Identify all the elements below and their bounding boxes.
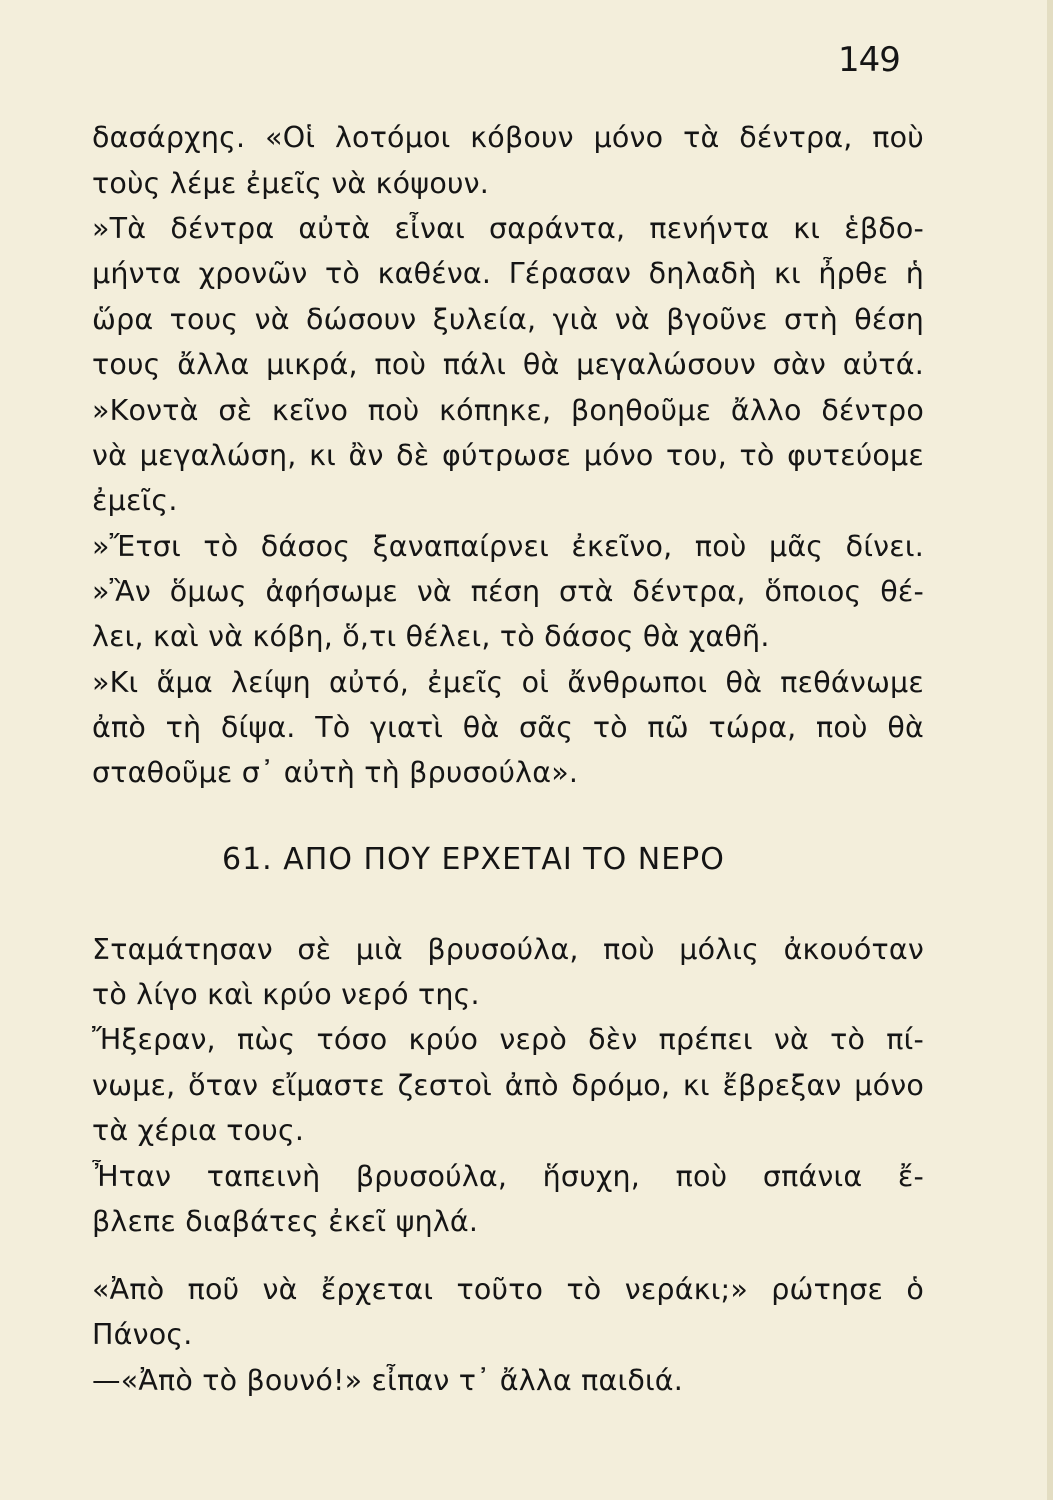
text-line: νὰ μεγαλώση, κι ἂν δὲ φύτρωσε μόνο του, τὸ φυτεύομε (92, 439, 924, 472)
text-line: »Κοντὰ σὲ κεῖνο ποὺ κόπηκε, βοηθοῦμε ἄλλο δέντρο (92, 394, 924, 427)
text-line: «Ἀπὸ ποῦ νὰ ἔρχεται τοῦτο τὸ νεράκι;» ρώτησε ὁ (92, 1273, 924, 1306)
text-line: σταθοῦμε σ᾿ αὐτὴ τὴ βρυσούλα». (92, 756, 579, 789)
text-line: τὸ λίγο καὶ κρύο νερό της. (92, 978, 480, 1011)
text-line: μήντα χρονῶν τὸ καθένα. Γέρασαν δηλαδὴ κι ἦρθε ἡ (92, 257, 924, 290)
text-line: τοὺς λέμε ἐμεῖς νὰ κόψουν. (92, 167, 490, 200)
text-line: »Τὰ δέντρα αὐτὰ εἶναι σαράντα, πενήντα κι ἑβδο- (92, 212, 924, 245)
text-line: λει, καὶ νὰ κόβη, ὅ,τι θέλει, τὸ δάσος θὰ χαθῆ. (92, 620, 770, 653)
page-number: 149 (838, 40, 900, 80)
text-line: ἐμεῖς. (92, 484, 178, 517)
text-line: Ἤξεραν, πὼς τόσο κρύο νερὸ δὲν πρέπει νὰ τὸ πί- (92, 1023, 924, 1056)
text-line: »Ἔτσι τὸ δάσος ξαναπαίρνει ἐκεῖνο, ποὺ μᾶς δίνει. (92, 530, 924, 563)
text-line: Σταμάτησαν σὲ μιὰ βρυσούλα, ποὺ μόλις ἀκουόταν (92, 933, 924, 966)
text-line: τὰ χέρια τους. (92, 1114, 305, 1147)
text-line: νωμε, ὅταν εἴμαστε ζεστοὶ ἀπὸ δρόμο, κι ἔβρεξαν μόνο (92, 1069, 924, 1102)
text-line: »Ἂν ὅμως ἀφήσωμε νὰ πέση στὰ δέντρα, ὅποιος θέ- (92, 575, 924, 608)
text-line: Ἦταν ταπεινὴ βρυσούλα, ἥσυχη, ποὺ σπάνια ἔ- (92, 1160, 924, 1193)
text-line: βλεπε διαβάτες ἐκεῖ ψηλά. (92, 1205, 479, 1238)
text-line: ἀπὸ τὴ δίψα. Τὸ γιατὶ θὰ σᾶς τὸ πῶ τώρα, ποὺ θὰ (92, 711, 924, 744)
text-line: Πάνος. (92, 1318, 193, 1351)
text-line: »Κι ἅμα λείψη αὐτό, ἐμεῖς οἱ ἄνθρωποι θὰ πεθάνωμε (92, 666, 924, 699)
text-line: τους ἄλλα μικρά, ποὺ πάλι θὰ μεγαλώσουν σὰν αὐτά. (92, 348, 924, 381)
text-line: δασάρχης. «Οἱ λοτόμοι κόβουν μόνο τὰ δέντρα, ποὺ (92, 121, 924, 154)
section-heading: 61. ΑΠΟ ΠΟΥ ΕΡΧΕΤΑΙ ΤΟ ΝΕΡΟ (222, 842, 725, 877)
text-line: —«Ἀπὸ τὸ βουνό!» εἶπαν τ᾿ ἄλλα παιδιά. (92, 1364, 684, 1397)
text-line: ὥρα τους νὰ δώσουν ξυλεία, γιὰ νὰ βγοῦνε στὴ θέση (92, 303, 924, 336)
